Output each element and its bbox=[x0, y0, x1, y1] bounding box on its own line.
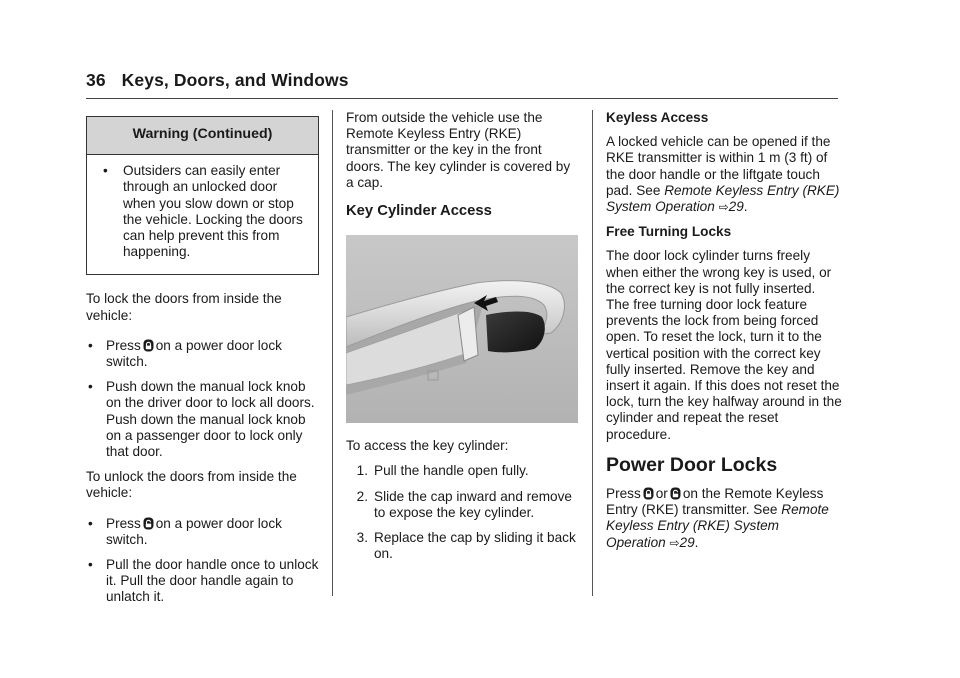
warning-bullet-text: Outsiders can easily enter through an unlocked door when you slow down or stop the vehicle. Locking the doors can help prevent this from happening. bbox=[123, 163, 303, 260]
warning-box bbox=[86, 116, 319, 275]
unlock-bullet-2-text: Pull the door handle once to unlock it. Pull the door handle again to unlatch it. bbox=[106, 557, 319, 605]
lock-bullet-1 bbox=[86, 338, 319, 370]
lock-bullet-1-text bbox=[106, 338, 319, 370]
unlock-key-icon bbox=[670, 487, 681, 500]
lock-key-icon bbox=[143, 339, 154, 352]
column-3 bbox=[606, 110, 842, 560]
key-cylinder-cap bbox=[486, 312, 545, 353]
bullet-dot: • bbox=[88, 379, 93, 395]
warning-body bbox=[87, 155, 318, 274]
lock-intro: To lock the doors from inside the vehicle: bbox=[86, 291, 282, 323]
column-2 bbox=[346, 110, 578, 571]
column-1 bbox=[86, 110, 319, 615]
step-number: 1. bbox=[356, 463, 368, 479]
page-ref-number[interactable]: 29 bbox=[679, 534, 695, 550]
step-text: Slide the cap inward and remove to expose the key cylinder. bbox=[374, 488, 572, 520]
unlock-key-icon bbox=[143, 517, 154, 530]
lock-bullet-2-text: Push down the manual lock knob on the driver door to lock all doors. Push down the manual lock knob on a passenger door to lock only that door. bbox=[106, 379, 315, 460]
lock-press-label: Press bbox=[106, 337, 141, 353]
power-door-locks-text: Press or on the Remote Keyless Entry (RKE) transmitter. See Remote Keyless Entry (RKE) System Operation ⇨29. bbox=[606, 486, 829, 550]
page-ref-arrow-icon: ⇨ bbox=[669, 535, 680, 550]
pdl-press-label: Press bbox=[606, 486, 641, 502]
lock-key-icon bbox=[643, 487, 654, 500]
rke-system-link[interactable]: Remote Keyless Entry (RKE) System Operation bbox=[606, 182, 840, 215]
page-ref-number[interactable]: 29 bbox=[728, 199, 744, 215]
access-intro: To access the key cylinder: bbox=[346, 438, 509, 454]
bullet-dot: • bbox=[88, 337, 93, 353]
rke-system-link[interactable]: Remote Keyless Entry (RKE) System Operation bbox=[606, 502, 829, 550]
outside-access-text: From outside the vehicle use the Remote Keyless Entry (RKE) transmitter or the key in the front doors. The key cylinder is covered by a cap. bbox=[346, 110, 571, 190]
free-turning-heading: Free Turning Locks bbox=[606, 224, 732, 240]
page-title: Keys, Doors, and Windows bbox=[121, 70, 349, 90]
warning-bullet bbox=[97, 163, 308, 260]
keyless-access-text: A locked vehicle can be opened if the RKE transmitter is within 1 m (3 ft) of the door handle or the liftgate touch pad. See Remote Keyless Entry (RKE) System Operation ⇨29. bbox=[606, 134, 840, 215]
step-text: Pull the handle open fully. bbox=[374, 463, 529, 479]
step-number: 2. bbox=[356, 488, 368, 504]
lock-bullet-1-post: on a power door lock switch. bbox=[106, 337, 282, 370]
keyless-access-heading: Keyless Access bbox=[606, 110, 709, 125]
pdl-or-label: or bbox=[655, 486, 668, 502]
door-handle-illustration bbox=[346, 235, 578, 423]
access-step bbox=[346, 489, 578, 521]
page-ref-arrow-icon: ⇨ bbox=[718, 200, 729, 215]
warning-title: Warning (Continued) bbox=[87, 117, 318, 155]
access-step bbox=[346, 530, 578, 562]
bullet-dot: • bbox=[103, 163, 108, 179]
column-divider-1 bbox=[332, 110, 333, 596]
unlock-bullet-2 bbox=[86, 557, 319, 606]
step-text: Replace the cap by sliding it back on. bbox=[374, 530, 576, 562]
access-step bbox=[346, 463, 578, 479]
pdl-text-post: on the Remote Keyless Entry (RKE) transmitter. See bbox=[606, 486, 824, 518]
column-divider-2 bbox=[592, 110, 593, 596]
unlock-intro: To unlock the doors from inside the vehicle: bbox=[86, 469, 297, 501]
header-rule bbox=[86, 98, 838, 99]
unlock-press-label: Press bbox=[106, 515, 141, 531]
unlock-bullet-1-post: on a power door lock switch. bbox=[106, 515, 282, 547]
bullet-dot: • bbox=[88, 515, 93, 531]
bullet-dot: • bbox=[88, 557, 93, 573]
keyless-text-pre: A locked vehicle can be opened if the RKE transmitter is within 1 m (3 ft) of the door handle or the liftgate touch pad. See bbox=[606, 134, 831, 198]
free-turning-text: The door lock cylinder turns freely when either the wrong key is used, or the correct key is not fully inserted. The free turning door lock feature prevents the lock from being forced open. To reset the lock, turn it to the vertical position with the correct key fully inserted. Remove the key and insert it again. If this does not reset the lock, turn the key halfway around in the cylinder and repeat the reset procedure. bbox=[606, 248, 842, 442]
page-header bbox=[86, 70, 349, 91]
lock-bullet-2 bbox=[86, 379, 319, 460]
step-number: 3. bbox=[356, 530, 368, 546]
unlock-bullet-1-text bbox=[106, 516, 319, 548]
unlock-bullet-1 bbox=[86, 516, 319, 548]
page-number: 36 bbox=[86, 70, 106, 90]
key-cylinder-heading: Key Cylinder Access bbox=[346, 203, 492, 220]
power-door-locks-heading: Power Door Locks bbox=[606, 453, 778, 476]
access-steps bbox=[346, 463, 578, 562]
